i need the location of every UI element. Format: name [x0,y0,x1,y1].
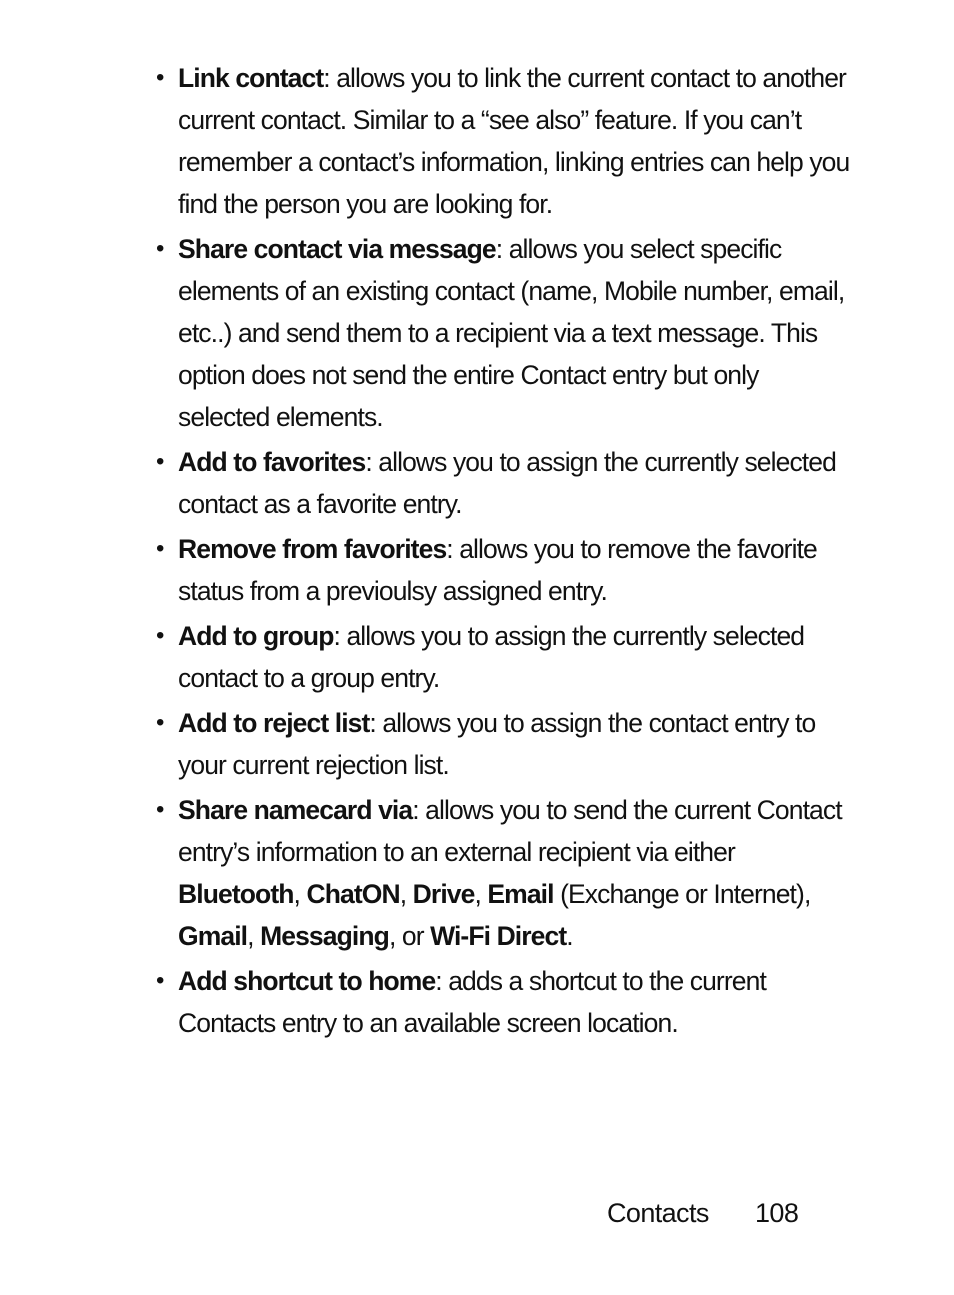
list-item [156,702,856,786]
list-item [156,228,856,438]
share-option-messaging: Messaging [260,921,389,951]
option-description: : allows you to link the current contact to another current contact. Similar to a “see also” feature. If you can’t remember a contact’s information, linking entries can help you find the person you are looking for. [178,63,850,219]
list-item [156,528,856,612]
option-description: : allows you select specific elements of an existing contact (name, Mobile number, email, etc..) and send them to a recipient via a text message. This option does not send the entire Contact entry but only selected elements. [178,234,845,432]
option-description: : allows you to assign the contact entry to your current rejection list. [178,708,816,780]
separator: , [293,879,307,909]
option-term: Add to group [178,621,334,651]
bullet-icon: • [156,709,164,736]
separator: , [247,921,261,951]
option-term: Add to favorites [178,447,366,477]
option-description: : allows you to send the current Contact entry’s information to an external recipient via either [178,795,842,867]
bullet-icon: • [156,535,164,562]
option-term: Add to reject list [178,708,370,738]
page-number: 108 [755,1198,799,1228]
share-option-chaton: ChatON [306,879,400,909]
option-term: Share namecard via [178,795,413,825]
option-description: : allows you to remove the favorite status from a previoulsy assigned entry. [178,534,817,606]
footer-section-title: Contacts [607,1198,709,1228]
list-item [156,441,856,525]
separator: , [474,879,488,909]
option-term: Share contact via message [178,234,496,264]
email-note: (Exchange or Internet), [553,879,811,909]
separator: , or [388,921,431,951]
option-term: Remove from favorites [178,534,447,564]
option-term: Add shortcut to home [178,966,436,996]
bullet-icon: • [156,64,164,91]
option-description: : allows you to assign the currently selected contact to a group entry. [178,621,805,693]
share-option-drive: Drive [412,879,475,909]
list-item [156,615,856,699]
share-option-gmail: Gmail [178,921,248,951]
list-item [156,960,856,1044]
bullet-icon: • [156,796,164,823]
list-item [156,789,856,957]
bullet-icon: • [156,235,164,262]
bullet-icon: • [156,448,164,475]
separator: , [399,879,413,909]
share-option-wifi-direct: Wi-Fi Direct [430,921,567,951]
list-item [156,57,856,225]
option-description: : allows you to assign the currently selected contact as a favorite entry. [178,447,836,519]
share-option-email: Email [487,879,554,909]
bullet-icon: • [156,967,164,994]
bullet-icon: • [156,622,164,649]
option-description: : adds a shortcut to the current Contacts entry to an available screen location. [178,966,766,1038]
sentence-end: . [566,921,573,951]
option-term: Link contact [178,63,324,93]
contact-options-list [156,57,856,1047]
share-option-bluetooth: Bluetooth [178,879,294,909]
